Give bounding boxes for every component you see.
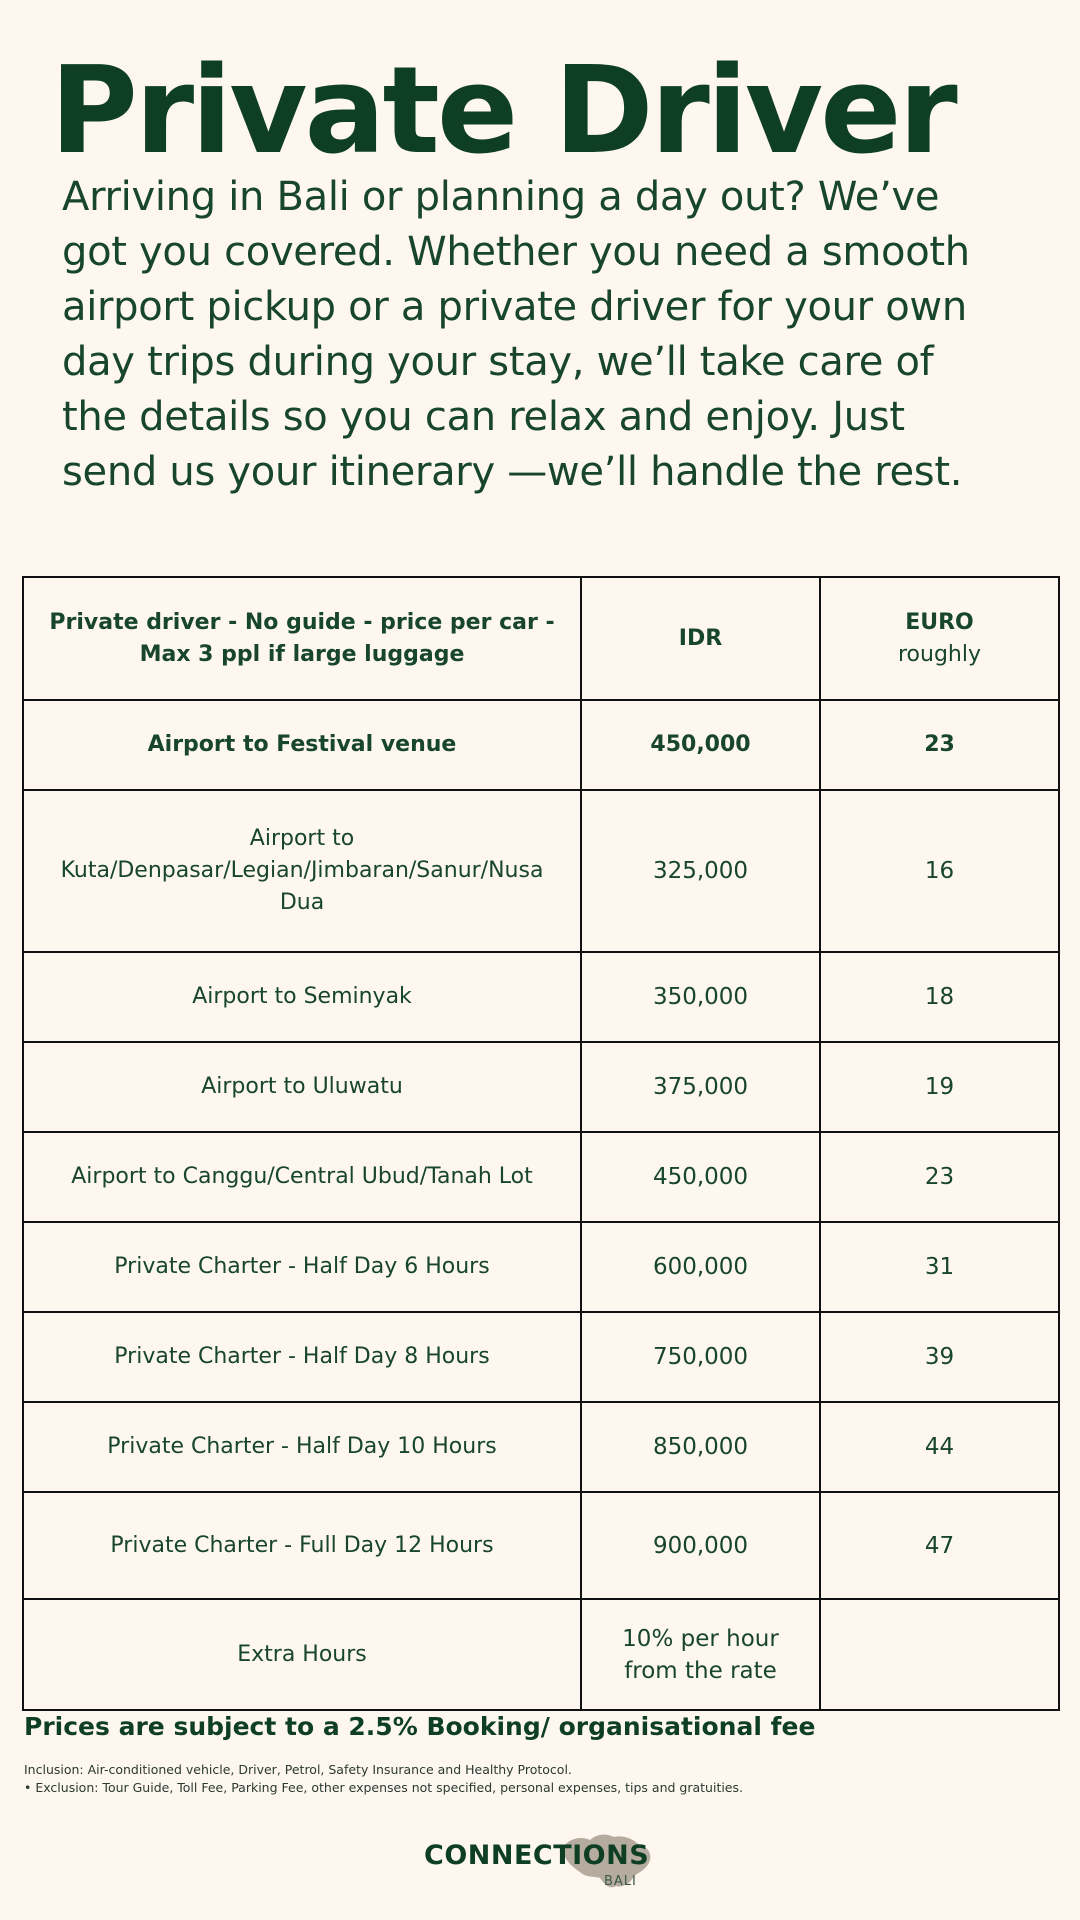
inclusion-text: Inclusion: Air-conditioned vehicle, Driver, Petrol, Safety Insurance and Healthy Protocol. <box>24 1762 572 1777</box>
service-cell: Airport to Kuta/Denpasar/Legian/Jimbaran/Sanur/Nusa Dua <box>23 790 581 952</box>
table-row <box>23 1222 1059 1312</box>
idr-cell: 375,000 <box>581 1042 820 1132</box>
euro-cell <box>820 1599 1059 1710</box>
logo-subtitle: BALI <box>604 1874 637 1889</box>
page-title: Private Driver <box>50 42 955 181</box>
header-euro-sub-label: roughly <box>897 641 981 667</box>
service-cell: Private Charter - Half Day 10 Hours <box>23 1402 581 1492</box>
header-euro-label: EURO <box>905 609 974 635</box>
intro-paragraph: Arriving in Bali or planning a day out? We’ve got you covered. Whether you need a smooth airport pickup or a private driver for your own day trips during your stay, we’ll take care of the details so you can relax and enjoy. Just send us your itinerary —we’ll handle the rest. <box>62 174 970 495</box>
header-service-label: Private driver - No guide - price per car - Max 3 ppl if large luggage <box>49 609 555 667</box>
table-header-row <box>23 577 1059 700</box>
inclusion-exclusion-notes <box>24 1761 743 1797</box>
header-idr-label: IDR <box>678 625 723 651</box>
euro-cell: 39 <box>820 1312 1059 1402</box>
service-cell: Private Charter - Half Day 6 Hours <box>23 1222 581 1312</box>
service-cell: Private Charter - Full Day 12 Hours <box>23 1492 581 1599</box>
idr-cell: 900,000 <box>581 1492 820 1599</box>
euro-cell: 18 <box>820 952 1059 1042</box>
euro-cell: 44 <box>820 1402 1059 1492</box>
idr-cell: 325,000 <box>581 790 820 952</box>
header-idr <box>581 577 820 700</box>
table-row <box>23 1132 1059 1222</box>
euro-cell: 23 <box>820 1132 1059 1222</box>
price-table-body <box>23 577 1059 1710</box>
table-row <box>23 790 1059 952</box>
euro-cell: 31 <box>820 1222 1059 1312</box>
table-row <box>23 1402 1059 1492</box>
table-row <box>23 1312 1059 1402</box>
idr-cell: 350,000 <box>581 952 820 1042</box>
euro-cell: 16 <box>820 790 1059 952</box>
euro-cell: 19 <box>820 1042 1059 1132</box>
exclusion-text: • Exclusion: Tour Guide, Toll Fee, Parking Fee, other expenses not specified, personal expenses, tips and gratuities. <box>24 1780 743 1795</box>
table-row <box>23 952 1059 1042</box>
service-cell: Airport to Canggu/Central Ubud/Tanah Lot <box>23 1132 581 1222</box>
euro-cell: 23 <box>820 700 1059 790</box>
idr-cell: 600,000 <box>581 1222 820 1312</box>
price-table <box>22 576 1060 1711</box>
idr-cell: 450,000 <box>581 1132 820 1222</box>
connections-bali-logo <box>424 1832 664 1894</box>
service-cell: Airport to Festival venue <box>23 700 581 790</box>
header-service <box>23 577 581 700</box>
service-cell: Extra Hours <box>23 1599 581 1710</box>
booking-fee-note: Prices are subject to a 2.5% Booking/ organisational fee <box>24 1712 816 1741</box>
service-cell: Airport to Uluwatu <box>23 1042 581 1132</box>
idr-cell: 750,000 <box>581 1312 820 1402</box>
euro-cell: 47 <box>820 1492 1059 1599</box>
service-cell: Private Charter - Half Day 8 Hours <box>23 1312 581 1402</box>
logo-wordmark: CONNECTIONS <box>424 1840 650 1871</box>
table-row <box>23 1492 1059 1599</box>
header-euro <box>820 577 1059 700</box>
table-row <box>23 1599 1059 1710</box>
idr-cell: 450,000 <box>581 700 820 790</box>
table-row <box>23 700 1059 790</box>
idr-cell: 850,000 <box>581 1402 820 1492</box>
table-row <box>23 1042 1059 1132</box>
idr-cell: 10% per hour from the rate <box>581 1599 820 1710</box>
service-cell: Airport to Seminyak <box>23 952 581 1042</box>
